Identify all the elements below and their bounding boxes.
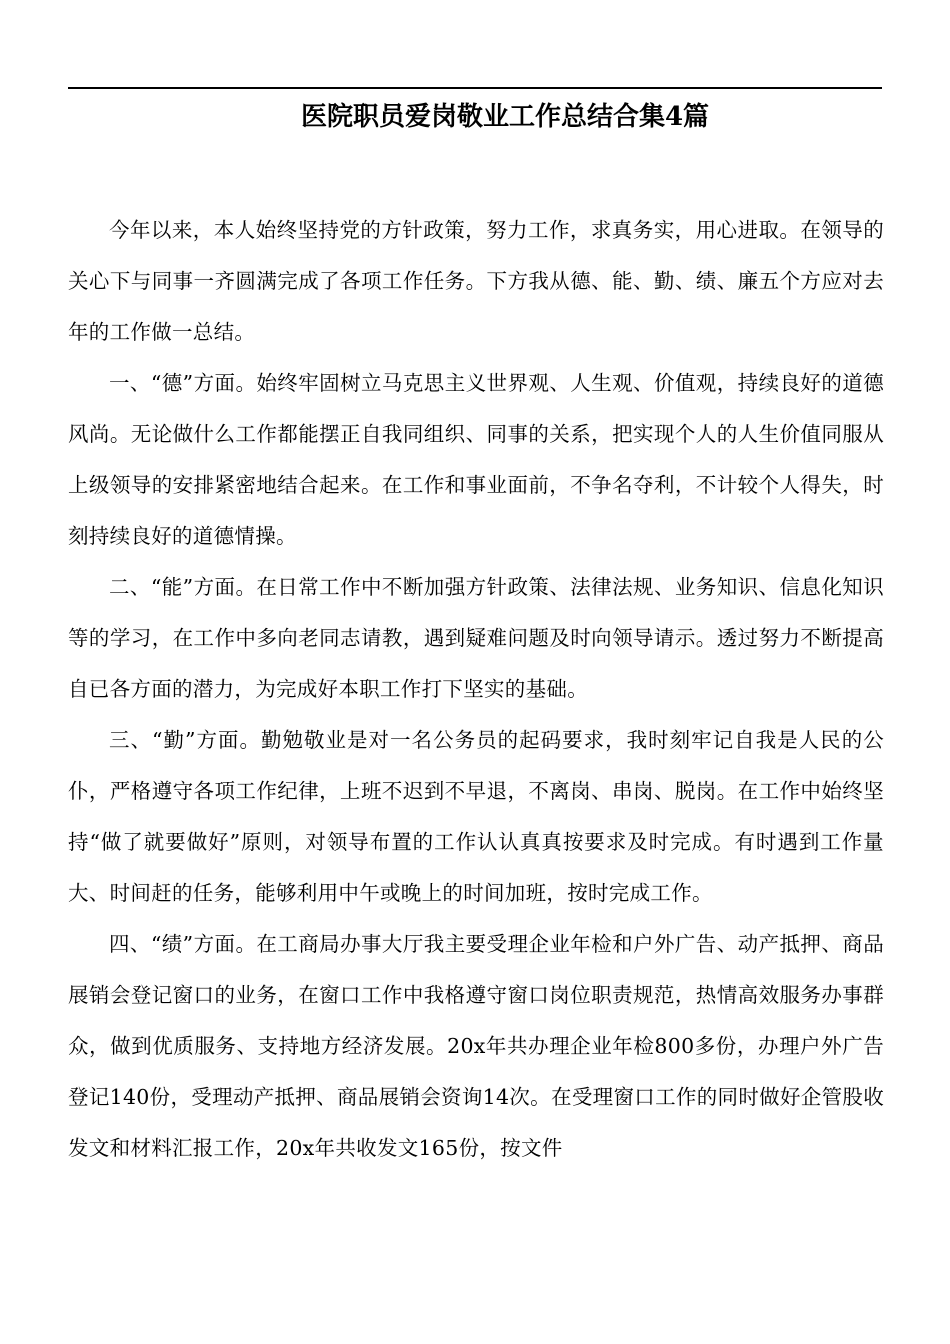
paragraph-diligence: 三、“勤”方面。勤勉敬业是对一名公务员的起码要求，我时刻牢记自我是人民的公仆，严格遵守各项工作纪律，上班不迟到不早退，不离岗、串岗、脱岗。在工作中始终坚持“做了就要做好”原则，对领导布置的工作认认真真按要求及时完成。有时遇到工作量大、时间赶的任务，能够利用中午或晚上的时间加班，按时完成工作。: [68, 728, 884, 905]
paragraph-virtue: 一、“德”方面。始终牢固树立马克思主义世界观、人生观、价值观，持续良好的道德风尚。无论做什么工作都能摆正自我同组织、同事的关系，把实现个人的人生价值同服从上级领导的安排紧密地结合起来。在工作和事业面前，不争名夺利，不计较个人得失，时刻持续良好的道德情操。: [68, 371, 884, 548]
document-title: 医院职员爱岗敬业工作总结合集4篇: [300, 102, 710, 132]
document-body: [68, 205, 884, 1174]
paragraph-ability: 二、“能”方面。在日常工作中不断加强方针政策、法律法规、业务知识、信息化知识等的学习，在工作中多向老同志请教，遇到疑难问题及时向领导请示。透过努力不断提高自已各方面的潜力，为完成好本职工作打下坚实的基础。: [68, 575, 884, 701]
header-rule: [68, 87, 882, 89]
paragraph-intro: 今年以来，本人始终坚持党的方针政策，努力工作，求真务实，用心进取。在领导的关心下与同事一齐圆满完成了各项工作任务。下方我从德、能、勤、绩、廉五个方应对去年的工作做一总结。: [68, 218, 884, 344]
paragraph-achievement: 四、“绩”方面。在工商局办事大厅我主要受理企业年检和户外广告、动产抵押、商品展销会登记窗口的业务，在窗口工作中我格遵守窗口岗位职责规范，热情高效服务办事群众，做到优质服务、支持地方经济发展。20x年共办理企业年检800多份，办理户外广告登记140份，受理动产抵押、商品展销会资询14次。在受理窗口工作的同时做好企管股收发文和材料汇报工作，20x年共收发文165份，按文件: [68, 932, 884, 1160]
